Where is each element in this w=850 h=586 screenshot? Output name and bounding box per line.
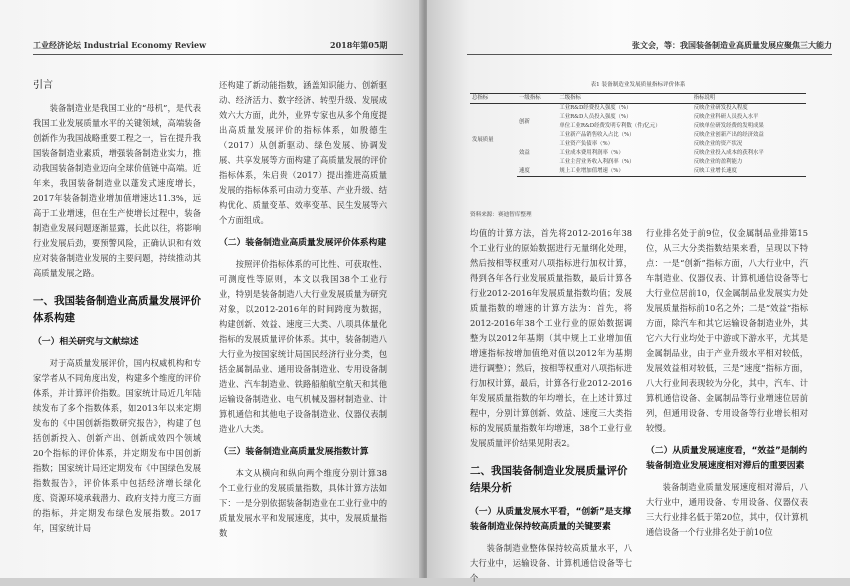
subsection2-heading: （二）装备制造业高质量发展评价体系构建 [219, 238, 387, 248]
table-cell: 反映企业投入成本的获利水平 [693, 150, 764, 156]
subsection-speed-heading: （二）从质量发展速度看，“效益”是制约装备制造业发展速度相对滞后的重要因素 [646, 446, 808, 471]
section1-paragraph: 对于高质量发展评价，国内权威机构和专家学者从不同角度出发，构建多个维度的评价体系，并计算评价指数。国家统计局近几年陆续发布了多个指数体系，如2013年以来定期发布的《中国创新指数研究报告》，构建了包括创新投入、创新产出、创新成效四个领域20个指标的评价体系，并定期发布中国创新指数；国家统计局还定期发布《中国绿色发展指数报告》，评价体系中包括经济增长绿化度、资源环境承载潜力、政府支持力度三方面的指标，并定期发布绿色发展指数。2017年，国家统计局 [33, 358, 201, 533]
right-col2-paragraph-1: 行业排名处于前9位，仪金属制品业排第15位，从三大分类指数结果来看，呈现以下特点：一是“创新”指标方面，八大行业中，汽车制造业、仪器仪表、计算机通信设备等七大行业位居前10，仅金属制品业发展实力处发展质量指标前10名之外；二是“效益”指标方面，除汽车和其它运输设备制造业外，其它六大行业均处于中游或下游水平，尤其是金属制品业，由于产业升级水平相对较低，发展效益相对较低，三是“速度”指标方面，八大行业间表现较为分化，其中，汽车、计算机通信设备、金属制品等行业增速位居前列，但通用设备、专用设备等行业增长相对较慢。 [646, 228, 808, 433]
table-source: 资料来源：赛迪智库整理 [470, 212, 532, 218]
running-head-article: 张文会，等：我国装备制造业高质量发展应聚焦三大能力 [632, 40, 832, 50]
group-speed: 速度 [517, 167, 557, 177]
left-column-2 [219, 78, 387, 541]
table-caption: 表1 装备制造业发展质量指标评价体系 [590, 82, 686, 88]
section2-subheading: （一）从质量发展水平看，“创新”是支撑装备制造业保持较高质量的关键要素 [470, 507, 632, 532]
group-benefit: 效益 [519, 150, 530, 156]
table-header-cell: 指标说明 [692, 94, 806, 104]
table-cell: 反映单位研发经费的发明成果 [693, 123, 764, 129]
subsection3-heading: （三）装备制造业高质量发展指数计算 [219, 447, 369, 457]
col2-paragraph-1: 还构建了新动能指数，涵盖知识能力、创新驱动、经济活力、数字经济、转型升级、发展成效六大方面，此外，业界专家也从多个角度提出高质量发展评价的指标体系，如殷德生（2017）从创新驱动、绿色发展、协调发展、共享发展等方面构建了高质量发展的评价指标体系，朱启贵（2017）提出推进高质量发展的指标体系可由动力变革、产业升级、结构优化、质量变革、效率变革、民生发展等六个方面组成。 [219, 80, 387, 225]
group-innovation: 创新 [519, 118, 530, 125]
table-cell: 反映工业增长速度 [692, 167, 806, 177]
section1-heading: 一、我国装备制造业高质量发展评价体系构建 [33, 295, 201, 324]
table-cell: 反映企业创新产出的经济效益 [693, 132, 764, 138]
overall-indicator: 发展质量 [472, 136, 494, 143]
table-cell: 反映企业的资产状况 [693, 141, 743, 147]
right-column-2 [646, 226, 808, 540]
section1-subheading: （一）相关研究与文献综述 [33, 337, 139, 347]
running-head-journal: 工业经济论坛 Industrial Economy Review [33, 40, 206, 50]
table-cell: 工业资产负债率（%） [559, 141, 613, 147]
right-col1-paragraph-2: 装备制造业整体保持较高质量水平，八大行业中，运输设备、计算机通信设备等七个 [470, 543, 632, 583]
table-cell: 工业R&D经费投入强度（%） [559, 105, 632, 111]
table-header-cell: 一级指标 [517, 94, 557, 104]
table-header-cell: 二级指标 [557, 94, 691, 104]
running-head-issue: 2018年第05期 [330, 40, 388, 50]
table-cell: 规上工业增加值增速（%） [557, 167, 691, 177]
table-cell: 反映企业科研人员投入水平 [693, 114, 759, 120]
table-row [470, 167, 806, 177]
left-column-1 [33, 78, 201, 536]
table-cell: 单位工业R&D经费发明专利数（件/亿元） [559, 123, 661, 129]
table-cell: 工业成本费用利润率（%） [559, 150, 624, 156]
table-cell: 工业新产品销售收入占比（%） [559, 132, 635, 138]
table-header-cell: 总指标 [470, 94, 517, 104]
evaluation-table [470, 93, 806, 177]
table-cell: 工业R&D人员投入强度（%） [559, 114, 632, 120]
table-header-row [470, 94, 806, 104]
table-row [470, 104, 806, 114]
right-col2-paragraph-2: 装备制造业质量发展速度相对滞后，八大行业中，通用设备、专用设备、仪器仪表三大行业排名低于第20位，其中，仅计算机通信设备一个行业排名处于前10位 [646, 482, 808, 537]
intro-heading: 引言 [33, 80, 53, 91]
left-page [0, 0, 423, 578]
table-cell: 反映企业的盈利能力 [693, 159, 743, 165]
header-rule-right [467, 54, 832, 55]
table-cell: 工业主营业务收入利润率（%） [559, 159, 635, 165]
section2-heading: 二、我国装备制造业发展质量评价结果分析 [470, 465, 628, 494]
right-column-1 [470, 226, 632, 586]
right-col1-paragraph-1: 均值的计算方法，首先将2012-2016年38个工业行业的原始数据进行无量纲化处理，然后按相等权重对八项指标进行加权计算，得到各年各行业发展质量指数，最后计算各行业2012-2016年发展质量指数均值；发展质量指数的增速的计算方法为：首先，将2012-2016年38个工业行业的原始数据调整为以2012年基期（其中规上工业增加值增速指标按增加值绝对值以2012年为基期进行调整）；然后，按相等权重对八项指标进行加权计算，最后，计算各行业2012-2016年发展质量指数的年均增长，在上述计算过程中，分别计算创新、效益、速度三大类指标的发展质量指数年均增速，38个工业行业发展质量评价结果见附表2。 [470, 228, 632, 448]
table-cell: 反映企业研发投入程度 [693, 105, 748, 111]
table-row [470, 140, 806, 149]
col2-paragraph-2: 按照评价指标体系的可比性、可获取性、可测度性等原则，本文以我国38个工业行业，特别是装备制造八大行业发展质量为研究对象，以2012-2016年的时间跨度为数据，构建创新、效益、速度三大类、八项具体量化指标的发展质量评价体系。其中，装备制造八大行业为按国家统计局国民经济行业分类，包括金属制品业、通用设备制造业、专用设备制造业、汽车制造业、铁路船舶航空航天和其他运输设备制造业、电气机械及器材制造业、计算机通信和其他电子设备制造业、仪器仪表制造业八大类。 [219, 259, 387, 434]
intro-paragraph: 装备制造业是我国工业的“母机”，是代表我国工业发展质量水平的关键领域，高端装备创新作为我国战略重要工程之一，旨在提升我国装备制造业素质，增强装备制造业实力，推动我国装备制造业迈向全球价值链中高端。近年来，我国装备制造业以蓬发式速度增长，2017年装备制造业增加值增速达11.3%，远高于工业增速，但在生产使增长过程中，装备制造业发展问题逐渐显露，长此以往，将影响行业发展后劲，要预警风险，正确认识和有效应对装备制造业发展的主要问题，持续推动其高质量发展之路。 [33, 103, 201, 278]
col2-paragraph-3: 本文从横向和纵向两个维度分别计算38个工业行业的发展质量指数，具体计算方法如下：一是分别依据装备制造业在工业行业中的质量发展水平和发展速度，其中，发展质量指数 [219, 468, 387, 538]
header-rule [33, 54, 403, 55]
